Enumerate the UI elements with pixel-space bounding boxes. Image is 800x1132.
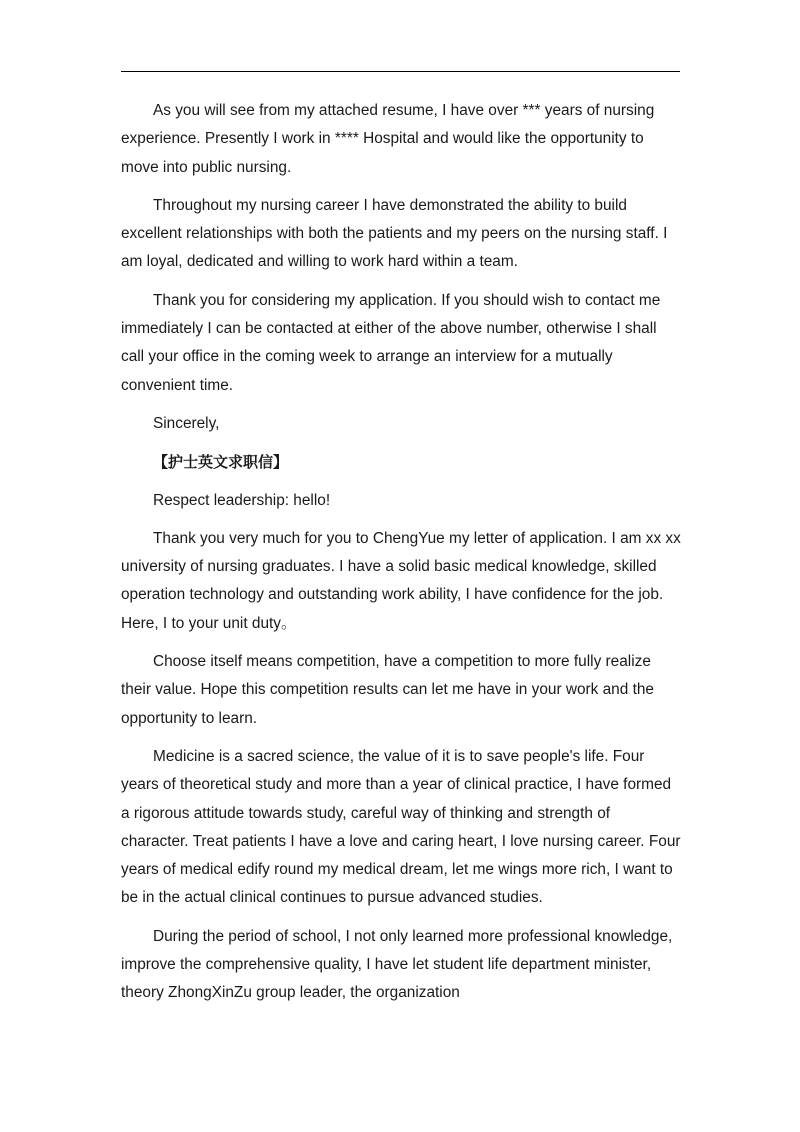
paragraph-sign-off: Sincerely, [153, 414, 220, 432]
paragraph-application: Thank you very much for you to ChengYue my letter of application. I am xx xx university of nursing graduates. I have a solid basic medical knowledge, skilled operation technology and outstanding work ability, I have confidence for the job. Here, I to your unit duty。 [121, 529, 681, 632]
section-heading: 【护士英文求职信】 [153, 453, 289, 472]
paragraph-school-period: During the period of school, I not only learned more professional knowledge, improve the comprehensive quality, I have let student life department minister, theory ZhongXinZu group leader, the organization [121, 927, 673, 1002]
paragraph-nursing-career: Throughout my nursing career I have demonstrated the ability to build excellent relationships with both the patients and my peers on the nursing staff. I am loyal, dedicated and willing to work hard within a team. [121, 196, 668, 271]
paragraph-salutation: Respect leadership: hello! [153, 491, 331, 509]
header-rule [121, 71, 680, 72]
letter-body [121, 97, 681, 1018]
paragraph-competition: Choose itself means competition, have a competition to more fully realize their value. Hope this competition results can let me have in your work and the opportunity to learn. [121, 653, 654, 727]
paragraph-thank-you: Thank you for considering my application. If you should wish to contact me immediately I can be contacted at either of the above number, otherwise I shall call your office in the coming week to arrange an interview for a mutually convenient time. [121, 291, 661, 394]
paragraph-medicine: Medicine is a sacred science, the value of it is to save people's life. Four years of theoretical study and more than a year of clinical practice, I have formed a rigorous attitude towards study, careful way of thinking and strength of character. Treat patients I have a love and caring heart, I love nursing career. Four years of medical edify round my medical dream, let me wings more rich, I want to be in the actual clinical continues to pursue advanced studies. [121, 747, 681, 907]
paragraph-resume-intro: As you will see from my attached resume, I have over *** years of nursing experience. Presently I work in **** Hospital and would like the opportunity to move into public nursing. [121, 102, 655, 176]
